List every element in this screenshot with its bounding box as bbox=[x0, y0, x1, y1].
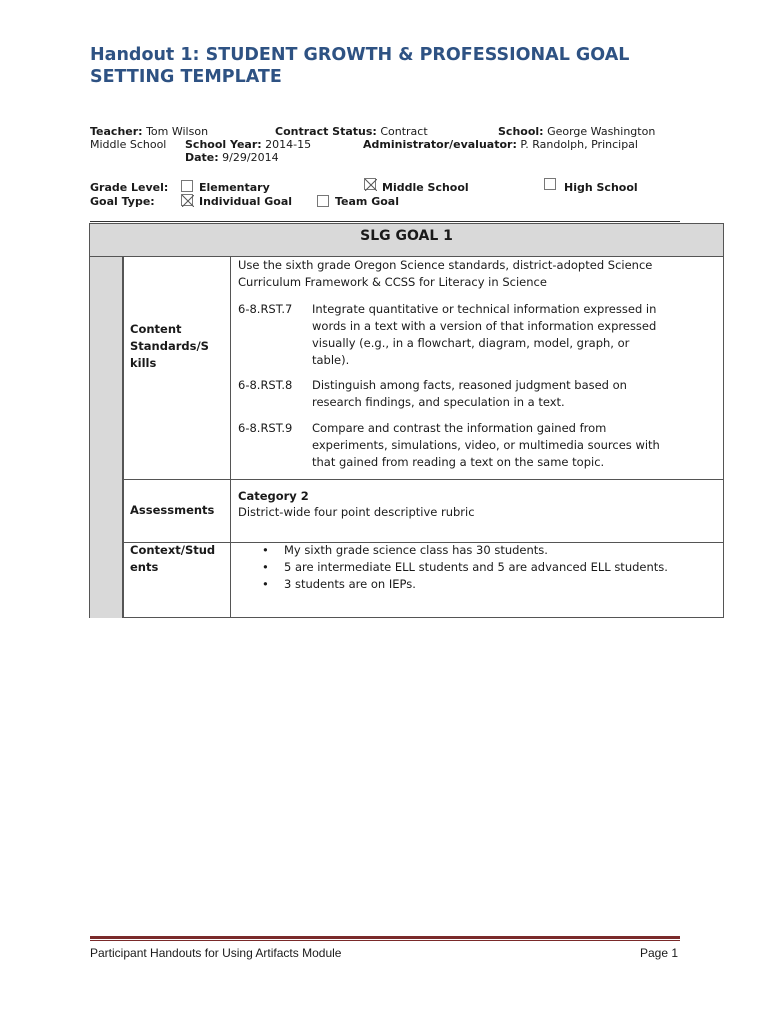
teacher-value: Tom Wilson bbox=[146, 125, 209, 138]
date bbox=[185, 151, 279, 165]
standard-description: Integrate quantitative or technical information expressed in words in a text with a version of that information expressed visually (e.g., in a flowchart, diagram, model, graph, or table). bbox=[312, 302, 657, 367]
high-school-label: High School bbox=[564, 181, 638, 194]
school-value-cont: Middle School bbox=[90, 138, 167, 151]
standard-code: 6-8.RST.9 bbox=[238, 421, 293, 435]
goal-type-label: Goal Type: bbox=[90, 195, 155, 208]
teacher-label: Teacher: bbox=[90, 125, 143, 138]
content-intro: Use the sixth grade Oregon Science standards, district-adopted Science Curriculum Framework & CCSS for Literacy in Science bbox=[238, 258, 653, 289]
team-goal-label: Team Goal bbox=[335, 195, 399, 208]
footer-page-number: Page 1 bbox=[640, 946, 679, 960]
school-year bbox=[185, 138, 311, 152]
section-divider bbox=[90, 221, 680, 222]
year-label: School Year: bbox=[185, 138, 262, 151]
administrator bbox=[363, 138, 638, 152]
school-cont bbox=[90, 138, 166, 152]
check-x-icon bbox=[182, 195, 194, 207]
table-side-bar bbox=[89, 257, 123, 618]
footer-rule bbox=[90, 936, 680, 939]
table-header bbox=[89, 223, 724, 257]
school-label: School: bbox=[498, 125, 544, 138]
slg-goal-table bbox=[89, 223, 724, 618]
standard-code: 6-8.RST.7 bbox=[238, 302, 293, 316]
date-value: 9/29/2014 bbox=[222, 151, 279, 164]
assessment-text: District-wide four point descriptive rubric bbox=[238, 505, 475, 519]
table-header-title: SLG GOAL 1 bbox=[360, 228, 453, 244]
school-value: George Washington bbox=[547, 125, 656, 138]
row-divider bbox=[123, 479, 724, 480]
individual-goal-label: Individual Goal bbox=[199, 195, 293, 208]
admin-value: P. Randolph, Principal bbox=[520, 138, 638, 151]
list-item: 3 students are on IEPs. bbox=[284, 577, 416, 591]
grade-level-label: Grade Level: bbox=[90, 181, 169, 194]
title-line-1: Handout 1: STUDENT GROWTH & PROFESSIONAL GOAL bbox=[90, 45, 630, 65]
bullet: • bbox=[262, 577, 269, 591]
middle-school-label: Middle School bbox=[382, 181, 469, 194]
bullet: • bbox=[262, 543, 269, 557]
title-line-2: SETTING TEMPLATE bbox=[90, 67, 282, 87]
standard-code: 6-8.RST.8 bbox=[238, 378, 293, 392]
individual-goal-checkbox[interactable] bbox=[181, 194, 193, 206]
contract-value: Contract bbox=[380, 125, 428, 138]
high-school-checkbox[interactable] bbox=[544, 178, 556, 190]
assessments-label: Assessments bbox=[130, 503, 215, 517]
row-divider bbox=[123, 617, 724, 618]
list-item: My sixth grade science class has 30 students. bbox=[284, 543, 548, 557]
assessment-category: Category 2 bbox=[238, 489, 309, 503]
admin-label: Administrator/evaluator: bbox=[363, 138, 517, 151]
info-line-1 bbox=[90, 125, 208, 139]
check-x-icon bbox=[365, 179, 377, 191]
list-item: 5 are intermediate ELL students and 5 are advanced ELL students. bbox=[284, 560, 668, 574]
footer-rule-thin bbox=[90, 940, 680, 941]
content-standards-label: Content Standards/S kills bbox=[130, 322, 209, 370]
middle-school-checkbox[interactable] bbox=[364, 178, 376, 190]
bullet: • bbox=[262, 560, 269, 574]
date-label: Date: bbox=[185, 151, 219, 164]
standard-description: Distinguish among facts, reasoned judgment based on research findings, and speculation in a text. bbox=[312, 378, 627, 409]
document-title bbox=[90, 44, 690, 88]
team-goal-checkbox[interactable] bbox=[317, 195, 329, 207]
footer-module-title: Participant Handouts for Using Artifacts Module bbox=[90, 946, 342, 960]
school bbox=[498, 125, 655, 139]
standard-description: Compare and contrast the information gained from experiments, simulations, video, or multimedia sources with that gained from reading a text on the same topic. bbox=[312, 421, 660, 469]
elementary-label: Elementary bbox=[199, 181, 270, 194]
contract-status bbox=[275, 125, 428, 139]
elementary-checkbox[interactable] bbox=[181, 180, 193, 192]
contract-label: Contract Status: bbox=[275, 125, 377, 138]
context-students-label: Context/Stud ents bbox=[130, 543, 216, 574]
year-value: 2014-15 bbox=[265, 138, 312, 151]
